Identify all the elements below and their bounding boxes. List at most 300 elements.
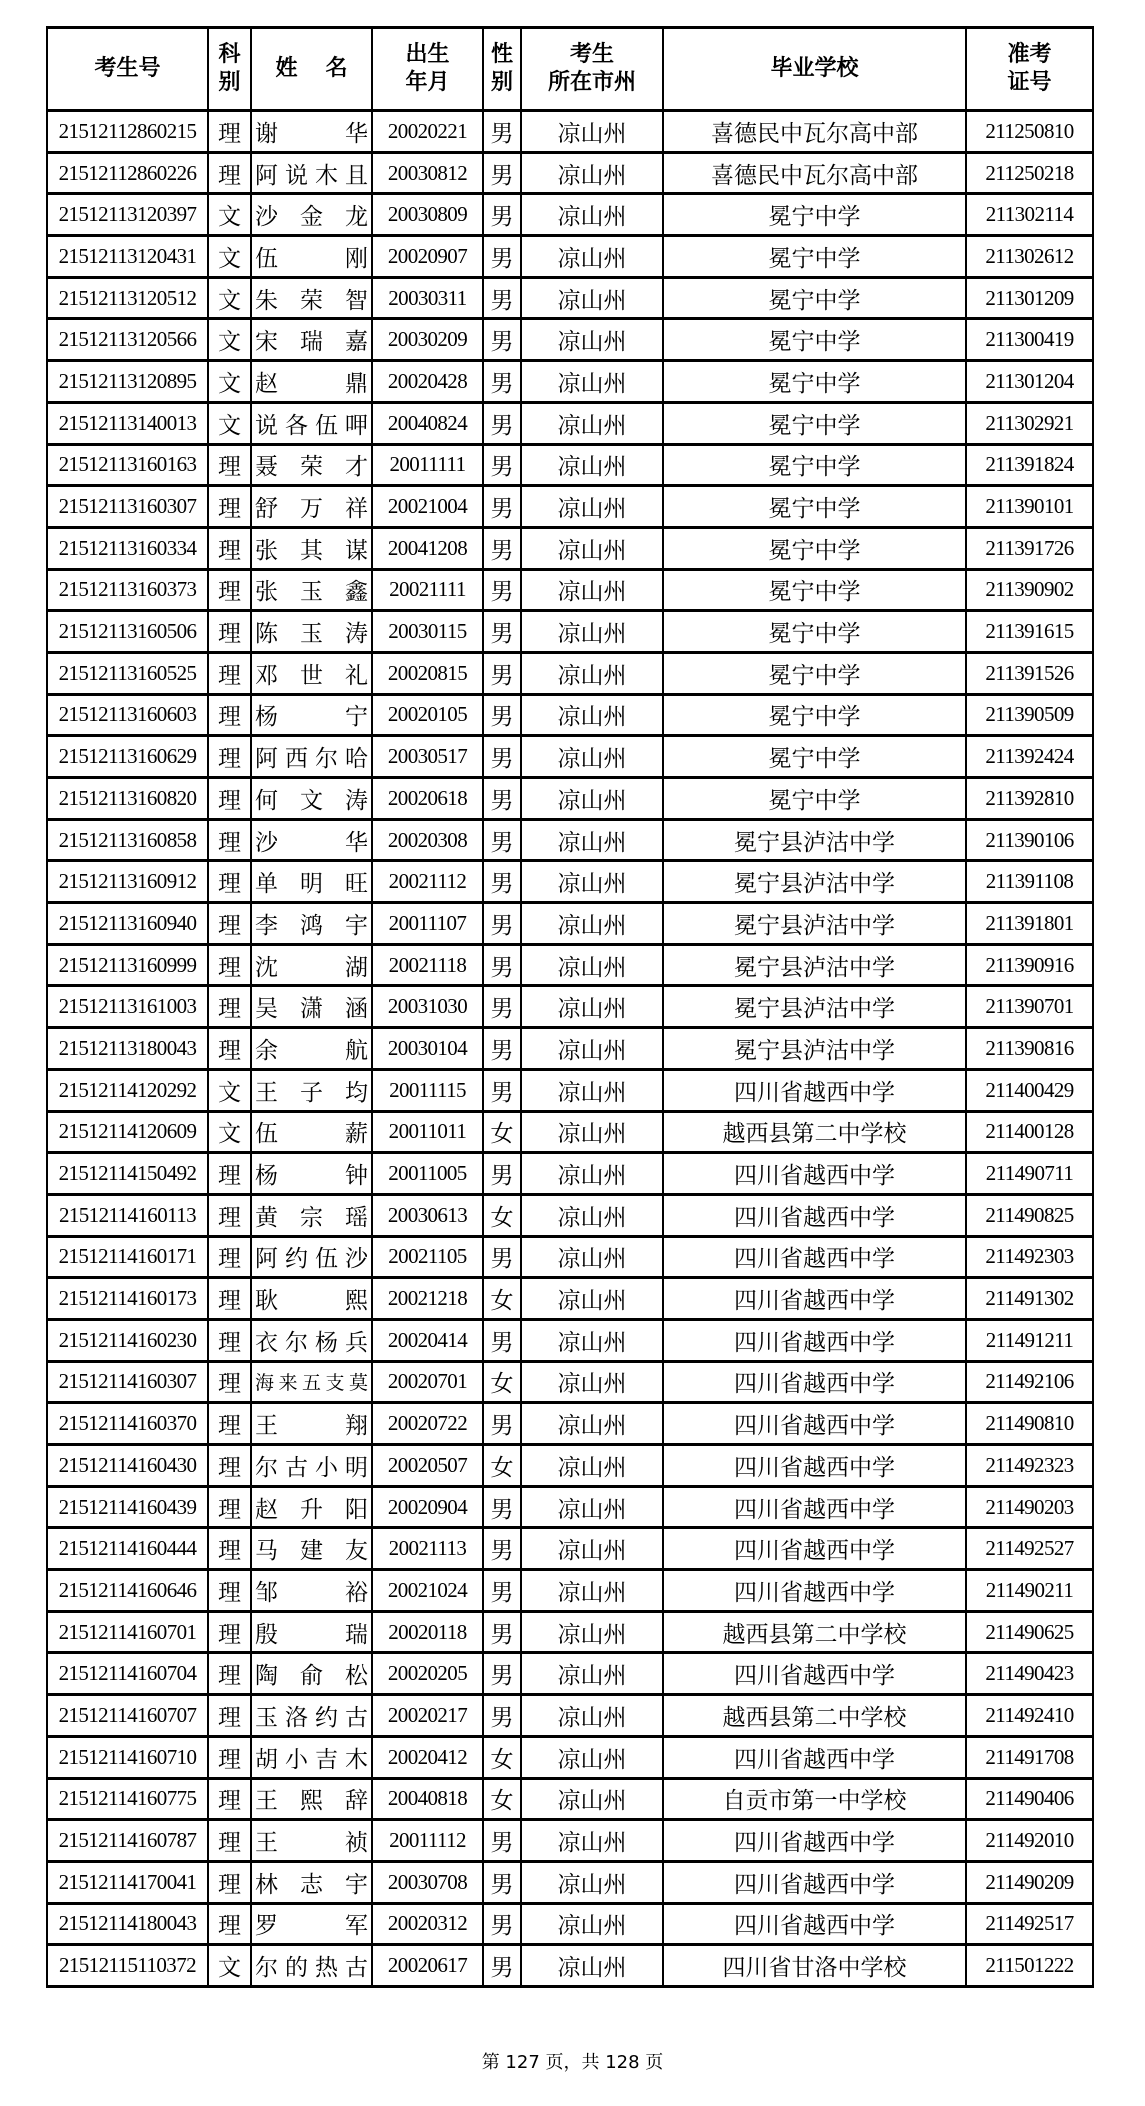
table-row bbox=[47, 1111, 1093, 1153]
school-cell: 四川省越西中学 bbox=[663, 1194, 966, 1236]
birth-cell: 20020701 bbox=[372, 1361, 483, 1403]
city-cell: 凉山州 bbox=[521, 277, 663, 319]
exam-id-cell: 21512113160525 bbox=[47, 652, 208, 694]
header-city-line2: 所在市州 bbox=[547, 70, 636, 95]
gender-cell: 男 bbox=[483, 569, 521, 611]
exam-id-cell: 21512113120895 bbox=[47, 361, 208, 403]
gender-cell: 女 bbox=[483, 1736, 521, 1778]
exam-id-cell: 21512114180043 bbox=[47, 1903, 208, 1945]
birth-cell: 20011115 bbox=[372, 1069, 483, 1111]
exam-id-cell: 21512113160999 bbox=[47, 944, 208, 986]
ticket-cell: 211492323 bbox=[966, 1445, 1093, 1487]
gender-cell: 男 bbox=[483, 1861, 521, 1903]
table-row bbox=[47, 1945, 1093, 1987]
header-row bbox=[47, 28, 1093, 111]
name-cell bbox=[251, 1861, 372, 1903]
city-cell: 凉山州 bbox=[521, 1861, 663, 1903]
city-cell: 凉山州 bbox=[521, 194, 663, 236]
name-cell bbox=[251, 152, 372, 194]
city-cell: 凉山州 bbox=[521, 652, 663, 694]
name-text: 沈湖 bbox=[255, 954, 368, 980]
gender-cell: 女 bbox=[483, 1361, 521, 1403]
table-row bbox=[47, 1570, 1093, 1612]
exam-id-cell: 21512114160710 bbox=[47, 1736, 208, 1778]
subject-cell: 文 bbox=[208, 319, 251, 361]
name-text: 阿约伍沙 bbox=[255, 1246, 368, 1272]
name-text: 阿西尔哈 bbox=[255, 746, 368, 772]
table-row bbox=[47, 1361, 1093, 1403]
header-gender-line2: 别 bbox=[490, 70, 513, 95]
birth-cell: 20020221 bbox=[372, 111, 483, 153]
birth-cell: 20020507 bbox=[372, 1445, 483, 1487]
birth-cell: 20021105 bbox=[372, 1236, 483, 1278]
ticket-cell: 211390816 bbox=[966, 1028, 1093, 1070]
school-cell: 四川省越西中学 bbox=[663, 1236, 966, 1278]
birth-cell: 20031030 bbox=[372, 986, 483, 1028]
ticket-cell: 211501222 bbox=[966, 1945, 1093, 1987]
name-cell bbox=[251, 986, 372, 1028]
gender-cell: 男 bbox=[483, 694, 521, 736]
birth-cell: 20021112 bbox=[372, 861, 483, 903]
birth-cell: 20041208 bbox=[372, 527, 483, 569]
school-cell: 冕宁中学 bbox=[663, 194, 966, 236]
school-cell: 四川省越西中学 bbox=[663, 1903, 966, 1945]
table-row bbox=[47, 652, 1093, 694]
subject-cell: 理 bbox=[208, 152, 251, 194]
school-cell: 冕宁中学 bbox=[663, 527, 966, 569]
ticket-cell: 211390509 bbox=[966, 694, 1093, 736]
gender-cell: 男 bbox=[483, 903, 521, 945]
birth-cell: 20011112 bbox=[372, 1820, 483, 1862]
name-cell bbox=[251, 1695, 372, 1737]
school-cell: 四川省越西中学 bbox=[663, 1278, 966, 1320]
ticket-cell: 211250218 bbox=[966, 152, 1093, 194]
name-text: 伍薪 bbox=[255, 1121, 368, 1147]
gender-cell: 男 bbox=[483, 1236, 521, 1278]
ticket-cell: 211491211 bbox=[966, 1319, 1093, 1361]
name-cell bbox=[251, 611, 372, 653]
name-cell bbox=[251, 1361, 372, 1403]
gender-cell: 男 bbox=[483, 402, 521, 444]
gender-cell: 男 bbox=[483, 778, 521, 820]
exam-id-cell: 21512114160171 bbox=[47, 1236, 208, 1278]
name-cell bbox=[251, 944, 372, 986]
gender-cell: 女 bbox=[483, 1445, 521, 1487]
ticket-cell: 211491708 bbox=[966, 1736, 1093, 1778]
city-cell: 凉山州 bbox=[521, 1403, 663, 1445]
school-cell: 冕宁中学 bbox=[663, 277, 966, 319]
city-cell: 凉山州 bbox=[521, 1820, 663, 1862]
exam-id-cell: 21512113160858 bbox=[47, 819, 208, 861]
name-text: 陶俞松 bbox=[255, 1663, 368, 1689]
name-cell bbox=[251, 1194, 372, 1236]
gender-cell: 男 bbox=[483, 1945, 521, 1987]
school-cell: 冕宁县泸沽中学 bbox=[663, 903, 966, 945]
city-cell: 凉山州 bbox=[521, 736, 663, 778]
birth-cell: 20020205 bbox=[372, 1653, 483, 1695]
city-cell: 凉山州 bbox=[521, 694, 663, 736]
exam-id-cell: 21512114120292 bbox=[47, 1069, 208, 1111]
school-cell: 喜德民中瓦尔高中部 bbox=[663, 152, 966, 194]
gender-cell: 男 bbox=[483, 1570, 521, 1612]
gender-cell: 男 bbox=[483, 986, 521, 1028]
city-cell: 凉山州 bbox=[521, 903, 663, 945]
table-row bbox=[47, 694, 1093, 736]
city-cell: 凉山州 bbox=[521, 1319, 663, 1361]
ticket-cell: 211250810 bbox=[966, 111, 1093, 153]
subject-cell: 理 bbox=[208, 1820, 251, 1862]
gender-cell: 男 bbox=[483, 1903, 521, 1945]
header-gender-line1: 性 bbox=[490, 42, 513, 67]
ticket-cell: 211302114 bbox=[966, 194, 1093, 236]
exam-id-cell: 21512114160444 bbox=[47, 1528, 208, 1570]
school-cell: 冕宁县泸沽中学 bbox=[663, 1028, 966, 1070]
ticket-cell: 211490406 bbox=[966, 1778, 1093, 1820]
table-row bbox=[47, 1903, 1093, 1945]
ticket-cell: 211490625 bbox=[966, 1611, 1093, 1653]
birth-cell: 20021004 bbox=[372, 486, 483, 528]
exam-id-cell: 21512113120566 bbox=[47, 319, 208, 361]
subject-cell: 理 bbox=[208, 1445, 251, 1487]
city-cell: 凉山州 bbox=[521, 1736, 663, 1778]
name-cell bbox=[251, 1445, 372, 1487]
birth-cell: 20030104 bbox=[372, 1028, 483, 1070]
table-row bbox=[47, 1653, 1093, 1695]
name-cell bbox=[251, 1069, 372, 1111]
subject-cell: 理 bbox=[208, 1778, 251, 1820]
gender-cell: 女 bbox=[483, 1278, 521, 1320]
name-text: 耿熙 bbox=[255, 1288, 368, 1314]
birth-cell: 20011107 bbox=[372, 903, 483, 945]
name-cell bbox=[251, 527, 372, 569]
subject-cell: 理 bbox=[208, 1319, 251, 1361]
table-row bbox=[47, 444, 1093, 486]
school-cell: 四川省越西中学 bbox=[663, 1820, 966, 1862]
name-cell bbox=[251, 1820, 372, 1862]
table-row bbox=[47, 1486, 1093, 1528]
birth-cell: 20040818 bbox=[372, 1778, 483, 1820]
exam-id-cell: 21512114160707 bbox=[47, 1695, 208, 1737]
name-text: 殷瑞 bbox=[255, 1621, 368, 1647]
subject-cell: 文 bbox=[208, 194, 251, 236]
table-row bbox=[47, 1194, 1093, 1236]
header-gender bbox=[483, 28, 521, 111]
ticket-cell: 211490203 bbox=[966, 1486, 1093, 1528]
name-cell bbox=[251, 194, 372, 236]
birth-cell: 20030613 bbox=[372, 1194, 483, 1236]
subject-cell: 文 bbox=[208, 236, 251, 278]
gender-cell: 男 bbox=[483, 1486, 521, 1528]
subject-cell: 理 bbox=[208, 486, 251, 528]
subject-cell: 理 bbox=[208, 1361, 251, 1403]
name-cell bbox=[251, 861, 372, 903]
name-text: 李鸿宇 bbox=[255, 912, 368, 938]
city-cell: 凉山州 bbox=[521, 236, 663, 278]
table-row bbox=[47, 361, 1093, 403]
city-cell: 凉山州 bbox=[521, 444, 663, 486]
name-text: 伍刚 bbox=[255, 245, 368, 271]
name-cell bbox=[251, 1236, 372, 1278]
school-cell: 四川省越西中学 bbox=[663, 1445, 966, 1487]
name-text: 赵升阳 bbox=[255, 1496, 368, 1522]
school-cell: 冕宁县泸沽中学 bbox=[663, 819, 966, 861]
name-text: 玉洛约古 bbox=[255, 1704, 368, 1730]
name-text: 余航 bbox=[255, 1037, 368, 1063]
birth-cell: 20020617 bbox=[372, 1945, 483, 1987]
subject-cell: 理 bbox=[208, 1194, 251, 1236]
birth-cell: 20021024 bbox=[372, 1570, 483, 1612]
name-cell bbox=[251, 1945, 372, 1987]
ticket-cell: 211302921 bbox=[966, 402, 1093, 444]
name-cell bbox=[251, 236, 372, 278]
city-cell: 凉山州 bbox=[521, 1695, 663, 1737]
name-cell bbox=[251, 1653, 372, 1695]
table-row bbox=[47, 1528, 1093, 1570]
ticket-cell: 211300419 bbox=[966, 319, 1093, 361]
exam-id-cell: 21512113180043 bbox=[47, 1028, 208, 1070]
birth-cell: 20020428 bbox=[372, 361, 483, 403]
header-subject-line1: 科 bbox=[218, 42, 241, 67]
table-row bbox=[47, 1403, 1093, 1445]
ticket-cell: 211390101 bbox=[966, 486, 1093, 528]
header-subject-line2: 别 bbox=[218, 70, 241, 95]
name-text: 黄宗瑶 bbox=[255, 1204, 368, 1230]
ticket-cell: 211302612 bbox=[966, 236, 1093, 278]
name-cell bbox=[251, 319, 372, 361]
ticket-cell: 211392810 bbox=[966, 778, 1093, 820]
gender-cell: 男 bbox=[483, 1069, 521, 1111]
name-text: 舒万祥 bbox=[255, 496, 368, 522]
school-cell: 越西县第二中学校 bbox=[663, 1611, 966, 1653]
exam-id-cell: 21512113160373 bbox=[47, 569, 208, 611]
birth-cell: 20040824 bbox=[372, 402, 483, 444]
name-text: 尔古小明 bbox=[255, 1454, 368, 1480]
school-cell: 越西县第二中学校 bbox=[663, 1695, 966, 1737]
name-cell bbox=[251, 569, 372, 611]
city-cell: 凉山州 bbox=[521, 361, 663, 403]
name-cell bbox=[251, 1570, 372, 1612]
subject-cell: 理 bbox=[208, 1861, 251, 1903]
school-cell: 冕宁中学 bbox=[663, 652, 966, 694]
name-text: 邹裕 bbox=[255, 1579, 368, 1605]
table-row bbox=[47, 1611, 1093, 1653]
ticket-cell: 211391108 bbox=[966, 861, 1093, 903]
gender-cell: 男 bbox=[483, 1695, 521, 1737]
table-row bbox=[47, 611, 1093, 653]
table-row bbox=[47, 1695, 1093, 1737]
table-row bbox=[47, 1153, 1093, 1195]
school-cell: 四川省越西中学 bbox=[663, 1361, 966, 1403]
ticket-cell: 211492517 bbox=[966, 1903, 1093, 1945]
subject-cell: 理 bbox=[208, 1403, 251, 1445]
name-cell bbox=[251, 694, 372, 736]
city-cell: 凉山州 bbox=[521, 527, 663, 569]
exam-id-cell: 21512113160163 bbox=[47, 444, 208, 486]
city-cell: 凉山州 bbox=[521, 986, 663, 1028]
ticket-cell: 211390106 bbox=[966, 819, 1093, 861]
table-row bbox=[47, 1861, 1093, 1903]
city-cell: 凉山州 bbox=[521, 486, 663, 528]
gender-cell: 男 bbox=[483, 1403, 521, 1445]
name-text: 林志宇 bbox=[255, 1871, 368, 1897]
exam-id-cell: 21512112860226 bbox=[47, 152, 208, 194]
subject-cell: 理 bbox=[208, 944, 251, 986]
header-birth-line2: 年月 bbox=[405, 70, 450, 95]
table-row bbox=[47, 736, 1093, 778]
exam-id-cell: 21512113160506 bbox=[47, 611, 208, 653]
city-cell: 凉山州 bbox=[521, 1611, 663, 1653]
city-cell: 凉山州 bbox=[521, 1153, 663, 1195]
subject-cell: 理 bbox=[208, 903, 251, 945]
ticket-cell: 211392424 bbox=[966, 736, 1093, 778]
header-city bbox=[521, 28, 663, 111]
gender-cell: 男 bbox=[483, 1611, 521, 1653]
subject-cell: 文 bbox=[208, 1069, 251, 1111]
ticket-cell: 211391615 bbox=[966, 611, 1093, 653]
name-cell bbox=[251, 402, 372, 444]
exam-id-cell: 21512114160307 bbox=[47, 1361, 208, 1403]
subject-cell: 理 bbox=[208, 1528, 251, 1570]
gender-cell: 男 bbox=[483, 1319, 521, 1361]
city-cell: 凉山州 bbox=[521, 1945, 663, 1987]
table-row bbox=[47, 1736, 1093, 1778]
school-cell: 冕宁中学 bbox=[663, 736, 966, 778]
exam-id-cell: 21512112860215 bbox=[47, 111, 208, 153]
name-text: 杨宁 bbox=[255, 704, 368, 730]
gender-cell: 男 bbox=[483, 111, 521, 153]
city-cell: 凉山州 bbox=[521, 1069, 663, 1111]
subject-cell: 理 bbox=[208, 444, 251, 486]
table-row bbox=[47, 1319, 1093, 1361]
birth-cell: 20020722 bbox=[372, 1403, 483, 1445]
gender-cell: 男 bbox=[483, 361, 521, 403]
exam-id-cell: 21512114150492 bbox=[47, 1153, 208, 1195]
city-cell: 凉山州 bbox=[521, 1778, 663, 1820]
exam-id-cell: 21512113161003 bbox=[47, 986, 208, 1028]
city-cell: 凉山州 bbox=[521, 569, 663, 611]
subject-cell: 理 bbox=[208, 1653, 251, 1695]
ticket-cell: 211390701 bbox=[966, 986, 1093, 1028]
gender-cell: 女 bbox=[483, 1194, 521, 1236]
subject-cell: 文 bbox=[208, 1945, 251, 1987]
table-row bbox=[47, 944, 1093, 986]
subject-cell: 理 bbox=[208, 611, 251, 653]
birth-cell: 20020412 bbox=[372, 1736, 483, 1778]
subject-cell: 理 bbox=[208, 736, 251, 778]
birth-cell: 20021113 bbox=[372, 1528, 483, 1570]
name-cell bbox=[251, 819, 372, 861]
school-cell: 冕宁中学 bbox=[663, 361, 966, 403]
header-name-char1: 姓 bbox=[275, 56, 298, 81]
gender-cell: 女 bbox=[483, 1111, 521, 1153]
name-cell bbox=[251, 1278, 372, 1320]
subject-cell: 理 bbox=[208, 1486, 251, 1528]
school-cell: 四川省越西中学 bbox=[663, 1403, 966, 1445]
name-text: 王翔 bbox=[255, 1413, 368, 1439]
table-row bbox=[47, 277, 1093, 319]
name-text: 谢华 bbox=[255, 120, 368, 146]
header-exam-id: 考生号 bbox=[47, 28, 208, 111]
gender-cell: 男 bbox=[483, 1820, 521, 1862]
subject-cell: 理 bbox=[208, 1736, 251, 1778]
city-cell: 凉山州 bbox=[521, 1528, 663, 1570]
subject-cell: 理 bbox=[208, 652, 251, 694]
gender-cell: 男 bbox=[483, 1653, 521, 1695]
gender-cell: 男 bbox=[483, 1153, 521, 1195]
name-text: 尔的热古 bbox=[255, 1955, 368, 1981]
name-cell bbox=[251, 652, 372, 694]
header-city-line1: 考生 bbox=[569, 42, 614, 67]
gender-cell: 男 bbox=[483, 236, 521, 278]
table-row bbox=[47, 778, 1093, 820]
birth-cell: 20020118 bbox=[372, 1611, 483, 1653]
exam-id-cell: 21512114160370 bbox=[47, 1403, 208, 1445]
exam-id-cell: 21512114160775 bbox=[47, 1778, 208, 1820]
city-cell: 凉山州 bbox=[521, 152, 663, 194]
exam-id-cell: 21512114160704 bbox=[47, 1653, 208, 1695]
exam-id-cell: 21512113120397 bbox=[47, 194, 208, 236]
admission-list-table bbox=[46, 26, 1094, 1988]
birth-cell: 20011111 bbox=[372, 444, 483, 486]
subject-cell: 理 bbox=[208, 527, 251, 569]
subject-cell: 文 bbox=[208, 1111, 251, 1153]
name-text: 海来五支莫 bbox=[255, 1373, 368, 1395]
city-cell: 凉山州 bbox=[521, 611, 663, 653]
gender-cell: 男 bbox=[483, 152, 521, 194]
exam-id-cell: 21512113160912 bbox=[47, 861, 208, 903]
name-cell bbox=[251, 361, 372, 403]
name-text: 王子均 bbox=[255, 1079, 368, 1105]
name-text: 张其谋 bbox=[255, 537, 368, 563]
ticket-cell: 211490810 bbox=[966, 1403, 1093, 1445]
table-row bbox=[47, 1778, 1093, 1820]
exam-id-cell: 21512114160230 bbox=[47, 1319, 208, 1361]
header-school: 毕业学校 bbox=[663, 28, 966, 111]
table-row bbox=[47, 903, 1093, 945]
birth-cell: 20020904 bbox=[372, 1486, 483, 1528]
city-cell: 凉山州 bbox=[521, 1194, 663, 1236]
name-text: 阿说木且 bbox=[255, 162, 368, 188]
birth-cell: 20020815 bbox=[372, 652, 483, 694]
birth-cell: 20020217 bbox=[372, 1695, 483, 1737]
city-cell: 凉山州 bbox=[521, 1903, 663, 1945]
name-text: 马建友 bbox=[255, 1538, 368, 1564]
school-cell: 四川省越西中学 bbox=[663, 1069, 966, 1111]
subject-cell: 理 bbox=[208, 694, 251, 736]
school-cell: 冕宁中学 bbox=[663, 236, 966, 278]
birth-cell: 20020414 bbox=[372, 1319, 483, 1361]
subject-cell: 理 bbox=[208, 861, 251, 903]
header-birth-line1: 出生 bbox=[405, 42, 450, 67]
name-cell bbox=[251, 1611, 372, 1653]
exam-id-cell: 21512113120512 bbox=[47, 277, 208, 319]
exam-id-cell: 21512114160646 bbox=[47, 1570, 208, 1612]
name-text: 衣尔杨兵 bbox=[255, 1329, 368, 1355]
name-text: 朱荣智 bbox=[255, 287, 368, 313]
name-text: 赵鼎 bbox=[255, 370, 368, 396]
exam-id-cell: 21512115110372 bbox=[47, 1945, 208, 1987]
school-cell: 四川省甘洛中学校 bbox=[663, 1945, 966, 1987]
gender-cell: 男 bbox=[483, 444, 521, 486]
gender-cell: 女 bbox=[483, 1778, 521, 1820]
name-text: 沙金龙 bbox=[255, 204, 368, 230]
city-cell: 凉山州 bbox=[521, 1028, 663, 1070]
ticket-cell: 211390902 bbox=[966, 569, 1093, 611]
subject-cell: 理 bbox=[208, 819, 251, 861]
table-row bbox=[47, 319, 1093, 361]
ticket-cell: 211490711 bbox=[966, 1153, 1093, 1195]
subject-cell: 文 bbox=[208, 277, 251, 319]
